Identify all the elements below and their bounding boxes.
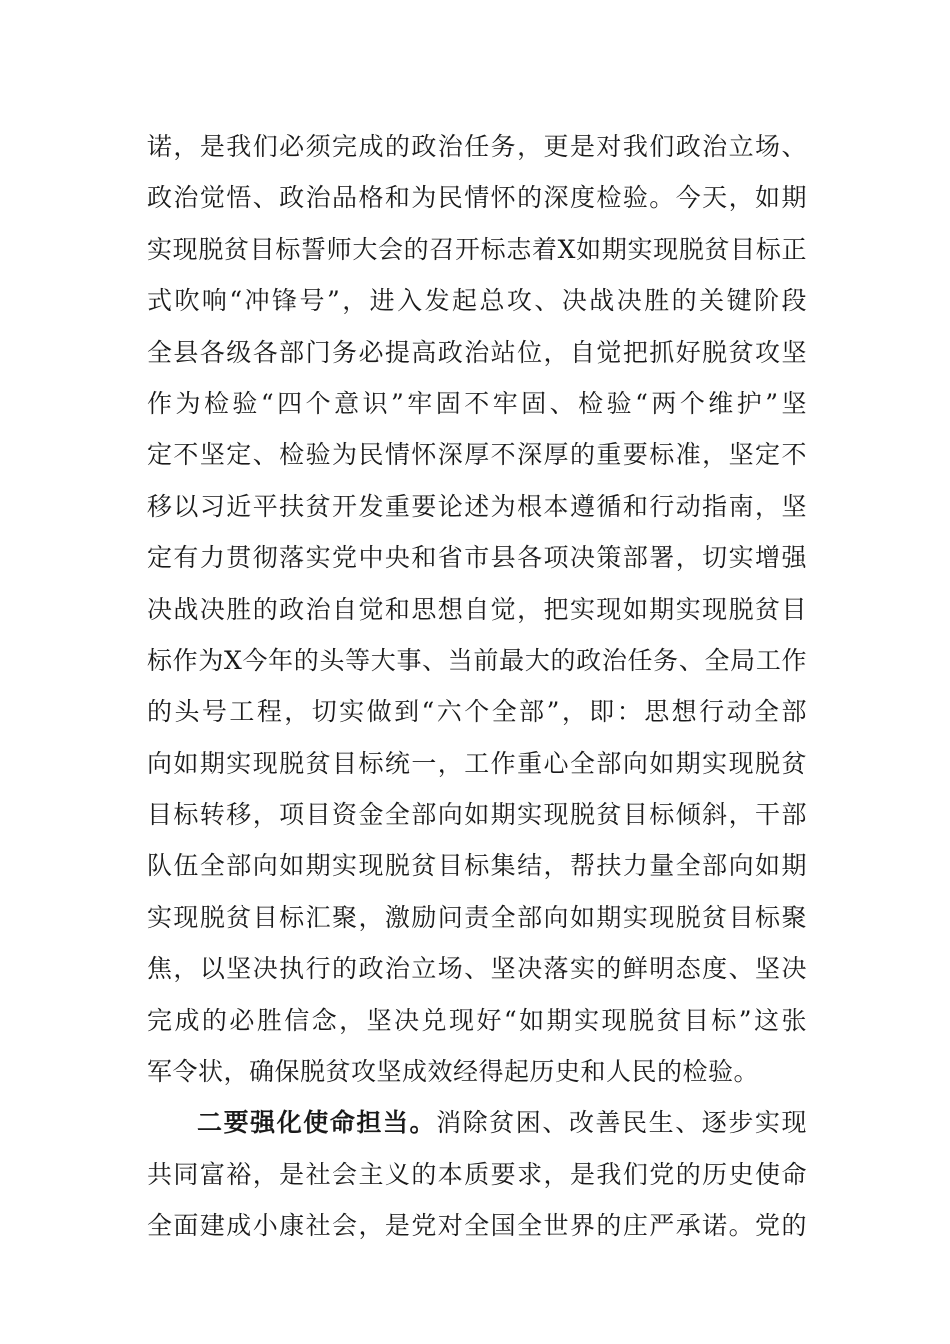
text-line: 决战决胜的政治自觉和思想自觉，把实现如期实现脱贫目 <box>147 594 807 624</box>
text-line: 向如期实现脱贫目标统一，工作重心全部向如期实现脱贫 <box>147 748 807 778</box>
text-line: 式吹响“冲锋号”，进入发起总攻、决战决胜的关键阶段 <box>147 286 807 316</box>
text-line: 定有力贯彻落实党中央和省市县各项决策部署，切实增强 <box>147 543 807 573</box>
text-line: 完成的必胜信念，坚决兑现好“如期实现脱贫目标”这张 <box>147 1005 807 1035</box>
text-line: 全面建成小康社会，是党对全国全世界的庄严承诺。党的 <box>147 1211 807 1241</box>
text-line: 政治觉悟、政治品格和为民情怀的深度检验。今天，如期 <box>147 183 807 213</box>
section-heading: 二要强化使命担当。 <box>197 1108 437 1138</box>
text-line: 焦，以坚决执行的政治立场、坚决落实的鲜明态度、坚决 <box>147 954 807 984</box>
text-line: 目标转移，项目资金全部向如期实现脱贫目标倾斜，干部 <box>147 800 807 830</box>
text-line: 共同富裕，是社会主义的本质要求，是我们党的历史使命 <box>147 1159 807 1189</box>
text-line: 实现脱贫目标汇聚，激励问责全部向如期实现脱贫目标聚 <box>147 902 807 932</box>
text-line: 标作为X今年的头等大事、当前最大的政治任务、全局工作 <box>147 645 807 675</box>
text-line: 诺，是我们必须完成的政治任务，更是对我们政治立场、 <box>147 132 807 161</box>
text-line: 实现脱贫目标誓师大会的召开标志着X如期实现脱贫目标正 <box>147 234 807 264</box>
text-line: 移以习近平扶贫开发重要论述为根本遵循和行动指南，坚 <box>147 491 807 521</box>
paragraph-last-line: 军令状，确保脱贫攻坚成效经得起历史和人民的检验。 <box>147 1057 760 1087</box>
text-line: 定不坚定、检验为民情怀深厚不深厚的重要标准，坚定不 <box>147 440 807 470</box>
section-first-line-text: 消除贫困、改善民生、逐步实现 <box>436 1108 807 1138</box>
text-line: 作为检验“四个意识”牢固不牢固、检验“两个维护”坚 <box>147 388 807 418</box>
body-text <box>147 121 807 1252</box>
text-line: 的头号工程，切实做到“六个全部”，即：思想行动全部 <box>147 697 807 727</box>
text-line: 队伍全部向如期实现脱贫目标集结，帮扶力量全部向如期 <box>147 851 807 881</box>
text-line: 全县各级各部门务必提高政治站位，自觉把抓好脱贫攻坚 <box>147 337 807 367</box>
section-first-line <box>147 1097 807 1148</box>
